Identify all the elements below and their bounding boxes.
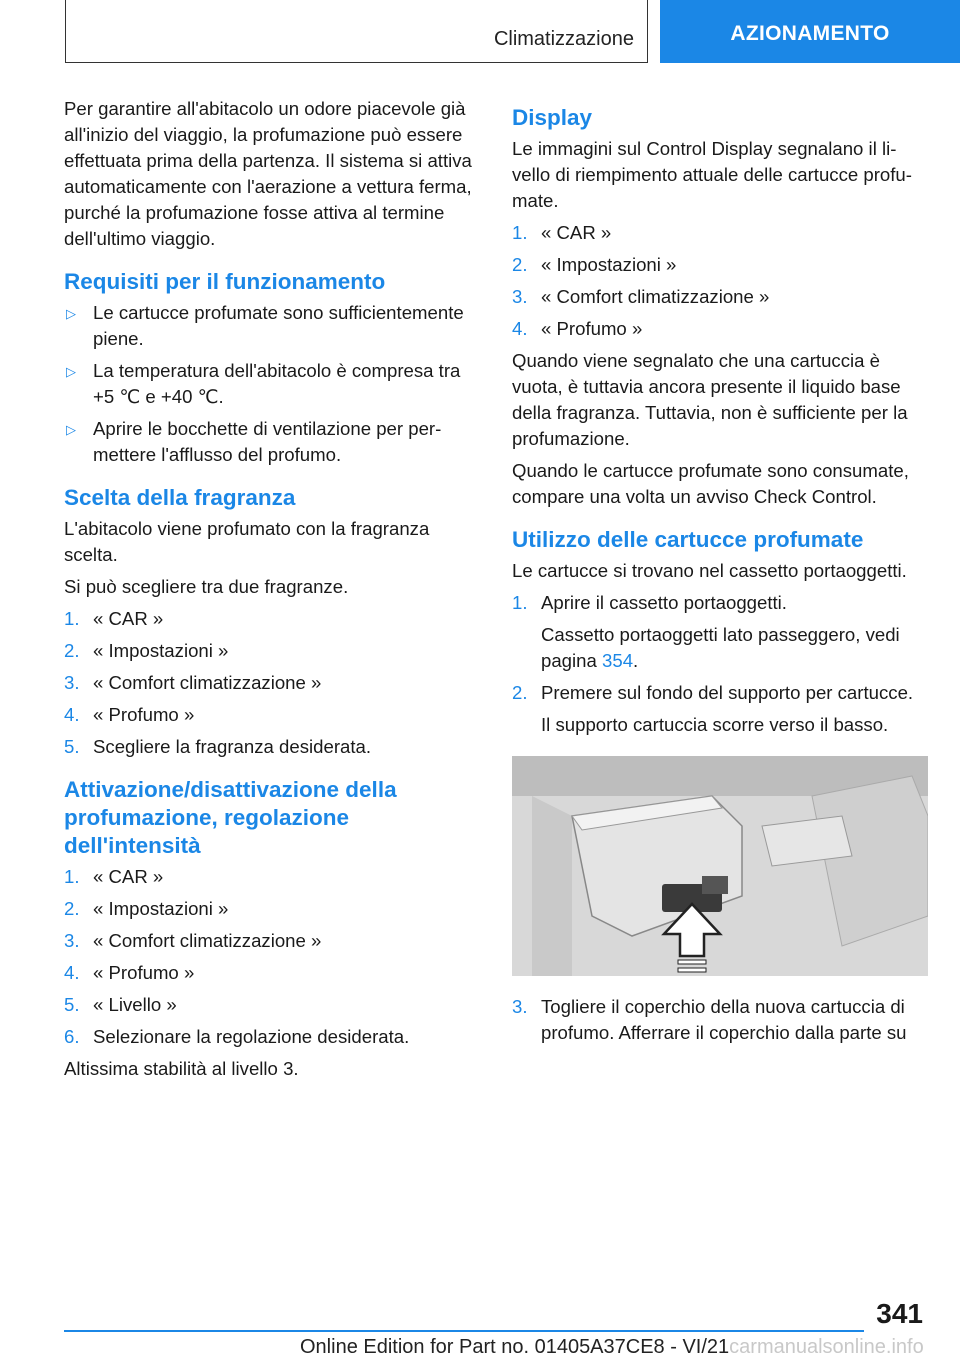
list-item: 2. Premere sul fondo del supporto per cartucce. xyxy=(512,682,914,703)
triangle-bullet-icon: ▷ xyxy=(66,422,76,437)
list-item: 3. « Comfort climatizzazione » xyxy=(512,286,770,307)
display-paragraph-3: Quando le cartucce profumate sono consumate, compare una volta un avviso Check Control. xyxy=(512,460,909,507)
activation-heading: Attivazione/disattivazione della profumazione, regolazione dell'intensità xyxy=(64,777,397,858)
list-item: 3. Togliere il coperchio della nuova cartuccia di profumo. Afferrare il coperchio dalla parte su xyxy=(512,996,907,1043)
list-item: 2. « Impostazioni » xyxy=(64,898,229,919)
cartridge-use-paragraph: Le cartucce si trovano nel cassetto portaoggetti. xyxy=(512,560,907,581)
requirements-heading: Requisiti per il funzionamento xyxy=(64,269,386,294)
cartridge-use-steps xyxy=(512,590,928,616)
list-item: 3. « Comfort climatizzazione » xyxy=(64,672,322,693)
fragrance-choice-paragraph-2: Si può scegliere tra due fragranze. xyxy=(64,576,349,597)
list-item: 4. « Profumo » xyxy=(64,704,195,725)
list-item: 5. Scegliere la fragranza desiderata. xyxy=(64,736,372,757)
footer-rule xyxy=(64,1330,864,1332)
footer-edition: Online Edition for Part no. 01405A37CE8 - VI/21carmanualsonline.info xyxy=(300,1336,924,1358)
left-column xyxy=(64,96,480,1088)
list-item: 2. « Impostazioni » xyxy=(512,254,677,275)
display-paragraph: Le immagini sul Control Display segnalano il livello di riempimento attuale delle cartucce profumate. xyxy=(512,138,912,211)
list-item: 4. « Profumo » xyxy=(64,962,195,983)
list-item: 6. Selezionare la regolazione desiderata. xyxy=(64,1026,410,1047)
list-item: 1. « CAR » xyxy=(512,222,612,243)
header-chapter-tab: AZIONAMENTO xyxy=(660,0,960,63)
list-item: 1. Aprire il cassetto portaoggetti. xyxy=(512,592,787,613)
display-heading: Display xyxy=(512,105,593,130)
step-detail: Il supporto cartuccia scorre verso il basso. xyxy=(541,714,889,735)
cartridge-holder-photo xyxy=(512,756,928,976)
list-item: ▷ Aprire le bocchette di ventilazione per permettere l'afflusso del profumo. xyxy=(66,418,442,465)
activation-note: Altissima stabilità al livello 3. xyxy=(64,1058,299,1079)
list-item: 5. « Livello » xyxy=(64,994,177,1015)
fragrance-choice-paragraph: L'abitacolo viene profumato con la fragranza scelta. xyxy=(64,518,430,565)
right-column xyxy=(512,96,928,1052)
intro-paragraph: Per garantire all'abitacolo un odore piacevole già all'inizio del viaggio, la profumazione può essere effettuata prima della partenza. Il sistema si attiva automaticamente con l'aerazione a vettura ferma, purché la profumazione fosse attiva al termine dell'ultimo viaggio. xyxy=(64,98,472,249)
watermark: carmanualsonline.info xyxy=(729,1336,924,1358)
list-item: 2. « Impostazioni » xyxy=(64,640,229,661)
display-paragraph-2: Quando viene segnalato che una cartuccia è vuota, è tuttavia ancora presente il liquido base della fragranza. Tuttavia, non è sufficiente per la profumazione. xyxy=(512,350,908,449)
page-number: 341 xyxy=(876,1298,923,1329)
cartridge-use-steps-2 xyxy=(512,680,928,706)
activation-steps xyxy=(64,864,480,1050)
triangle-bullet-icon: ▷ xyxy=(66,306,76,321)
cartridge-use-heading: Utilizzo delle cartucce profumate xyxy=(512,527,864,552)
list-item: ▷ La temperatura dell'abitacolo è compresa tra +5 ℃ e +40 ℃. xyxy=(66,360,461,407)
requirements-list xyxy=(64,300,480,468)
fragrance-choice-heading: Scelta della fragranza xyxy=(64,485,296,510)
list-item: 1. « CAR » xyxy=(64,608,164,629)
step-detail: Cassetto portaoggetti lato passeggero, vedi pagina 354. xyxy=(541,624,900,671)
page-link[interactable]: 354 xyxy=(602,650,634,671)
display-steps xyxy=(512,220,928,342)
list-item: 1. « CAR » xyxy=(64,866,164,887)
list-item: ▷ Le cartucce profumate sono sufficientemente piene. xyxy=(66,302,464,349)
list-item: 4. « Profumo » xyxy=(512,318,643,339)
header-section-title: Climatizzazione xyxy=(493,28,634,50)
triangle-bullet-icon: ▷ xyxy=(66,364,76,379)
fragrance-choice-steps xyxy=(64,606,480,760)
cartridge-holder-illustration xyxy=(512,756,928,976)
list-item: 3. « Comfort climatizzazione » xyxy=(64,930,322,951)
cartridge-use-steps-3 xyxy=(512,994,928,1046)
